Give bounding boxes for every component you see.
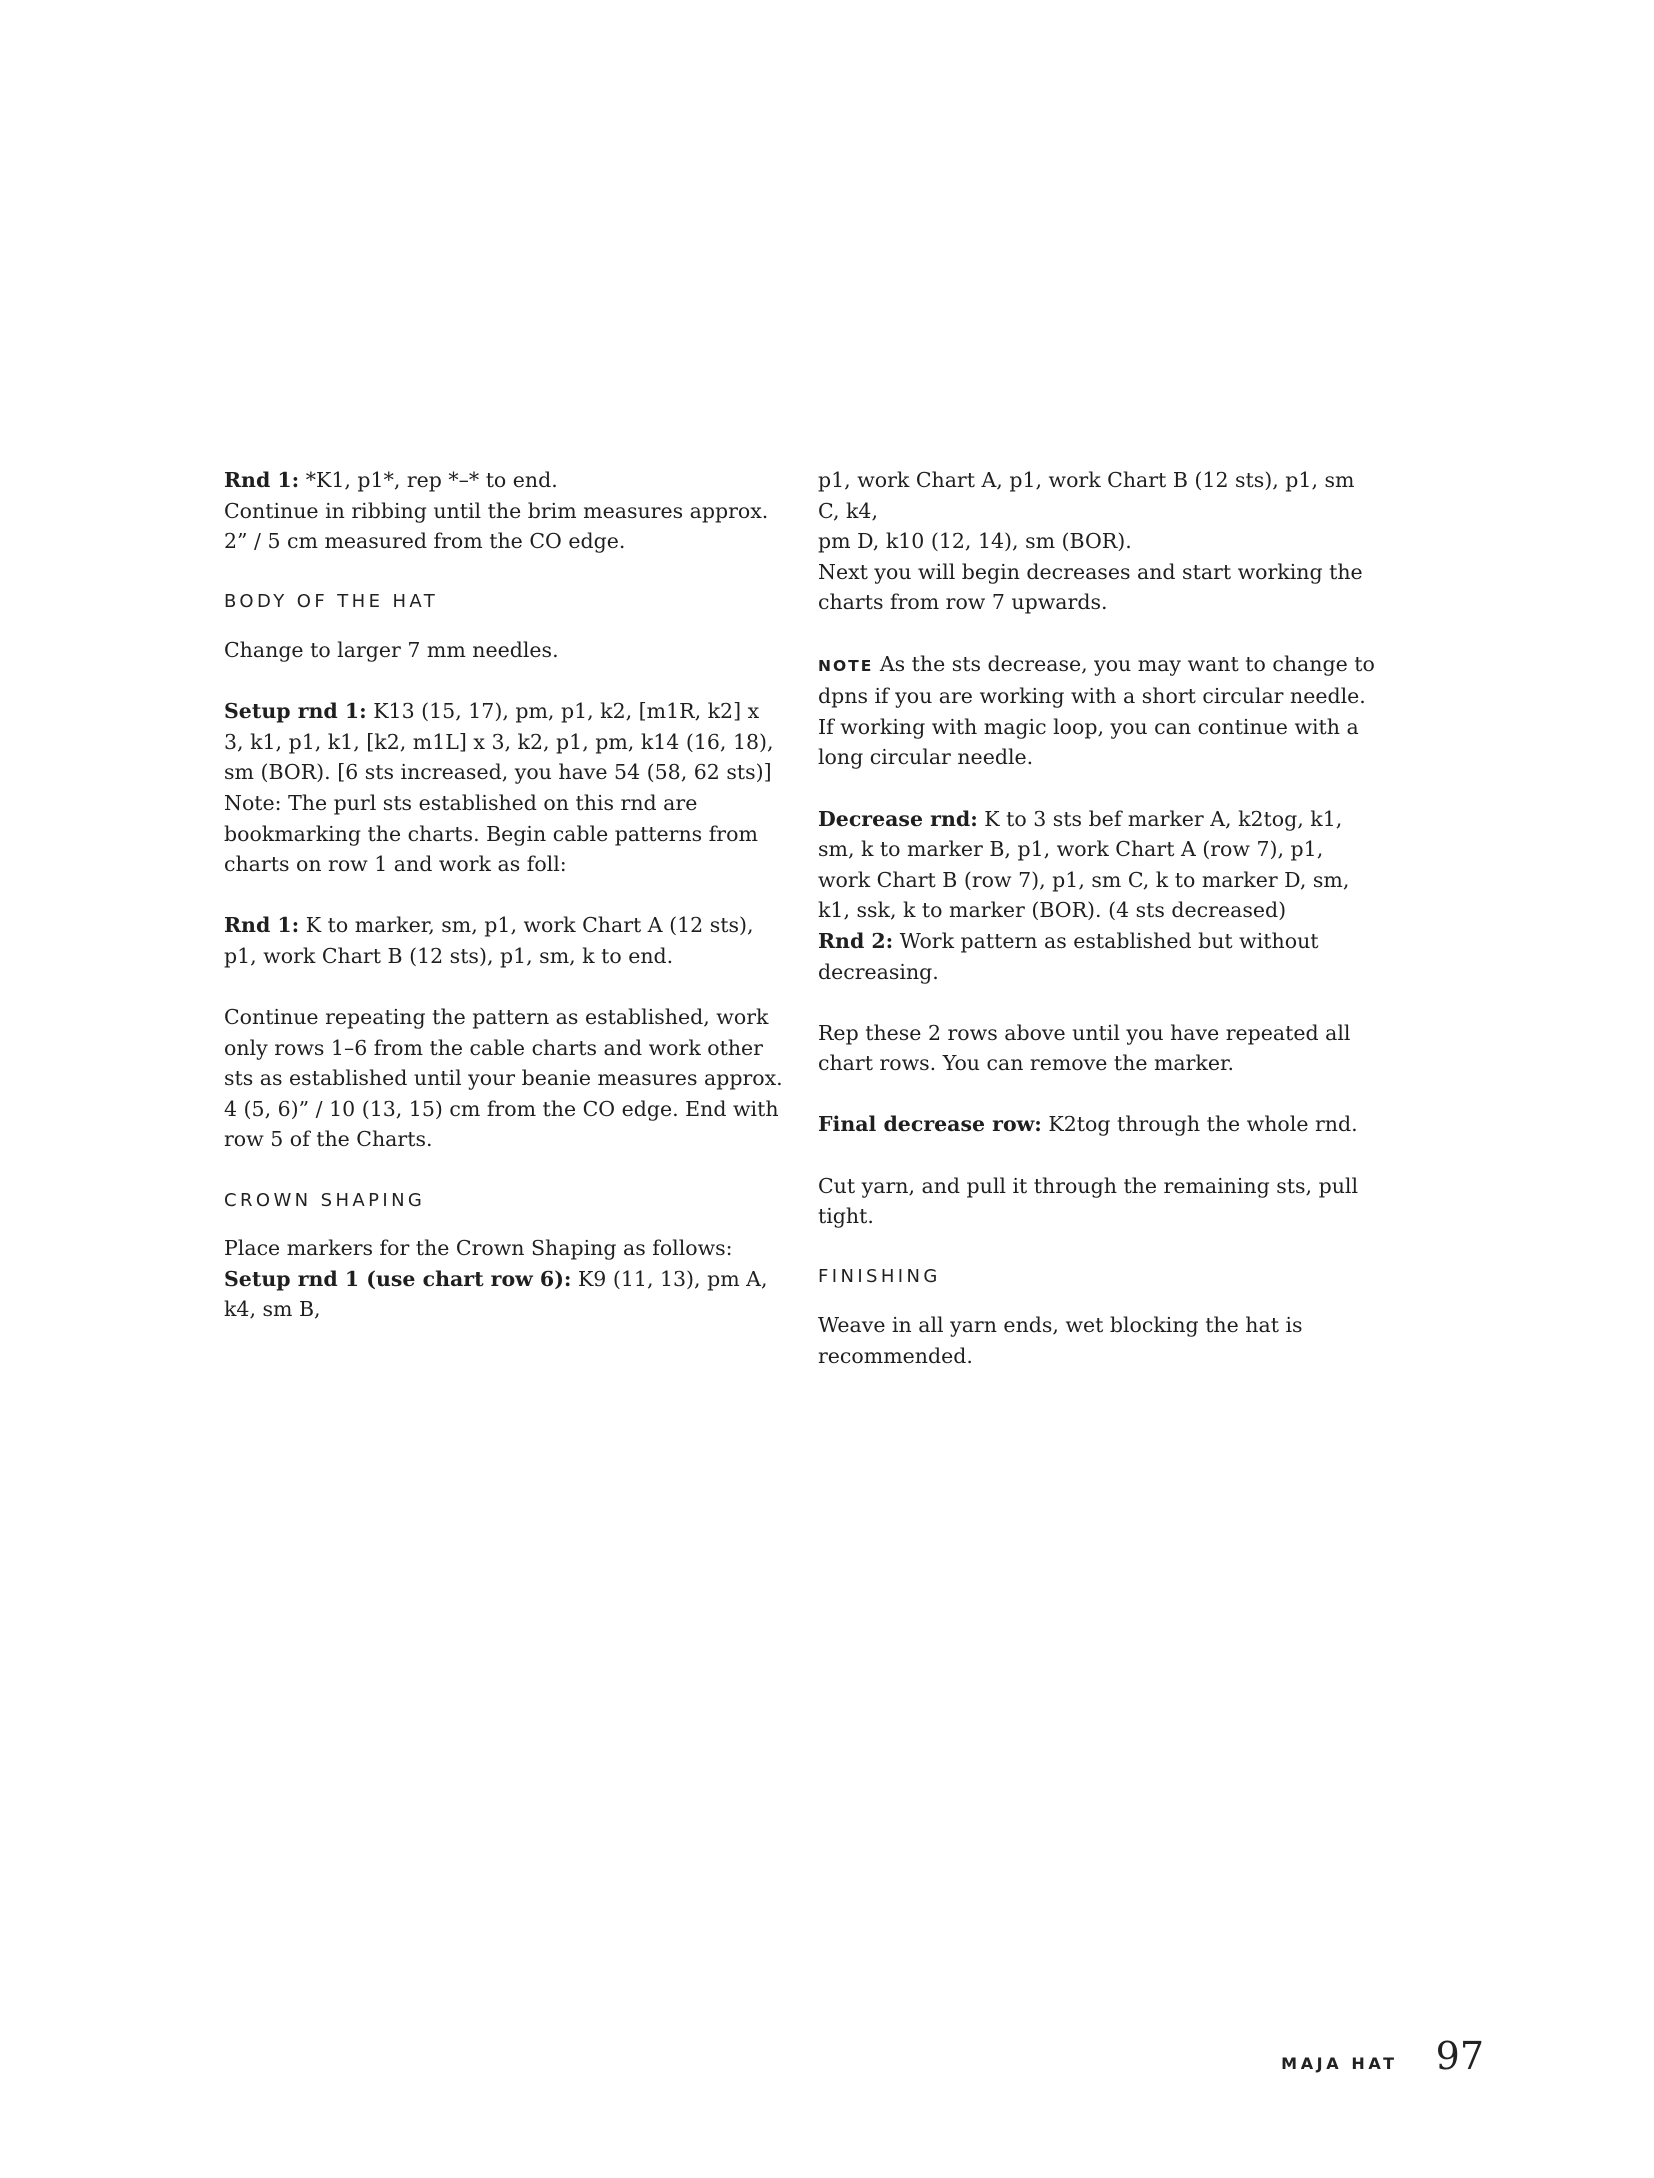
decrease-paragraph: [818, 804, 1378, 988]
brim-instructions: [224, 465, 784, 557]
note-text: As the sts decrease, you may want to change to dpns if you are working with a short circular needle. If working with magic loop, you can continue with a long circular needle.: [818, 651, 1375, 770]
body-of-hat-heading: BODY OF THE HAT: [224, 591, 439, 613]
brim-line-2: Continue in ribbing until the brim measures approx.: [224, 498, 769, 523]
finishing-heading: FINISHING: [818, 1266, 941, 1288]
decrease-rnd-label: Decrease rnd:: [818, 806, 978, 831]
crown-continued-line-3: Next you will begin decreases and start working the charts from row 7 upwards.: [818, 559, 1363, 615]
page-footer: [1281, 2034, 1484, 2078]
final-decrease-text: K2tog through the whole rnd.: [1041, 1112, 1358, 1137]
needle-change-text: Change to larger 7 mm needles.: [224, 637, 559, 662]
setup-rnd-label: Setup rnd 1:: [224, 699, 367, 724]
crown-setup-label: Setup rnd 1 (use chart row 6):: [224, 1266, 572, 1291]
note-paragraph: [818, 649, 1378, 773]
right-column: [818, 465, 1378, 1371]
final-decrease-paragraph: [818, 1109, 1378, 1140]
body-rnd1-label: Rnd 1:: [224, 913, 300, 938]
continue-paragraph: Continue repeating the pattern as established, work only rows 1–6 from the cable charts and work other sts as established until your beanie measures approx. 4 (5, 6)” / 10 (13, 15) cm from the CO edge. End with row 5 of the Charts.: [224, 1005, 783, 1152]
note-label: NOTE: [818, 656, 874, 675]
setup-rnd-text: K13 (15, 17), pm, p1, k2, [m1R, k2] x 3, k1, p1, k1, [k2, m1L] x 3, k2, p1, pm, k14 (16, 18), sm (BOR). [6 sts increased, you have 54 (58, 62 sts)] Note: The purl sts established on this rnd are bookmarking the charts. Begin cable patterns from charts on row 1 and work as foll:: [224, 699, 774, 877]
brim-line-3: 2” / 5 cm measured from the CO edge.: [224, 529, 626, 554]
rnd2-text: Work pattern as established but without decreasing.: [818, 928, 1319, 984]
decrease-rnd-text: K to 3 sts bef marker A, k2tog, k1, sm, k to marker B, p1, work Chart A (row 7), p1, work Chart B (row 7), p1, sm C, k to marker D, sm, k1, ssk, k to marker (BOR). (4 sts decreased): [818, 806, 1350, 923]
left-column: [224, 465, 784, 1325]
setup-rnd-paragraph: [224, 696, 784, 880]
crown-shaping-heading: CROWN SHAPING: [224, 1189, 426, 1211]
final-decrease-label: Final decrease row:: [818, 1112, 1042, 1137]
crown-continued-line-2: pm D, k10 (12, 14), sm (BOR).: [818, 529, 1132, 554]
body-rnd1-paragraph: [224, 910, 784, 971]
weave-paragraph: Weave in all yarn ends, wet blocking the hat is recommended.: [818, 1313, 1303, 1368]
crown-markers-paragraph: [224, 1233, 784, 1325]
crown-continued-paragraph: [818, 465, 1378, 618]
rnd1-label: Rnd 1:: [224, 468, 300, 492]
page-number: 97: [1435, 2034, 1484, 2078]
cut-yarn-paragraph: Cut yarn, and pull it through the remaining sts, pull tight.: [818, 1173, 1359, 1229]
body-rnd1-text: K to marker, sm, p1, work Chart A (12 sts), p1, work Chart B (12 sts), p1, sm, k to end.: [224, 913, 754, 968]
crown-markers-line: Place markers for the Crown Shaping as follows:: [224, 1236, 733, 1261]
crown-continued-line-1: p1, work Chart A, p1, work Chart B (12 sts), p1, sm C, k4,: [818, 468, 1355, 523]
repeat-paragraph: Rep these 2 rows above until you have repeated all chart rows. You can remove the marker.: [818, 1020, 1351, 1076]
crown-setup-text: K9 (11, 13), pm A, k4, sm B,: [224, 1266, 768, 1322]
footer-pattern-title: MAJA HAT: [1281, 2054, 1398, 2073]
rnd1-text: *K1, p1*, rep *–* to end.: [299, 468, 558, 492]
rnd2-label: Rnd 2:: [818, 928, 894, 953]
